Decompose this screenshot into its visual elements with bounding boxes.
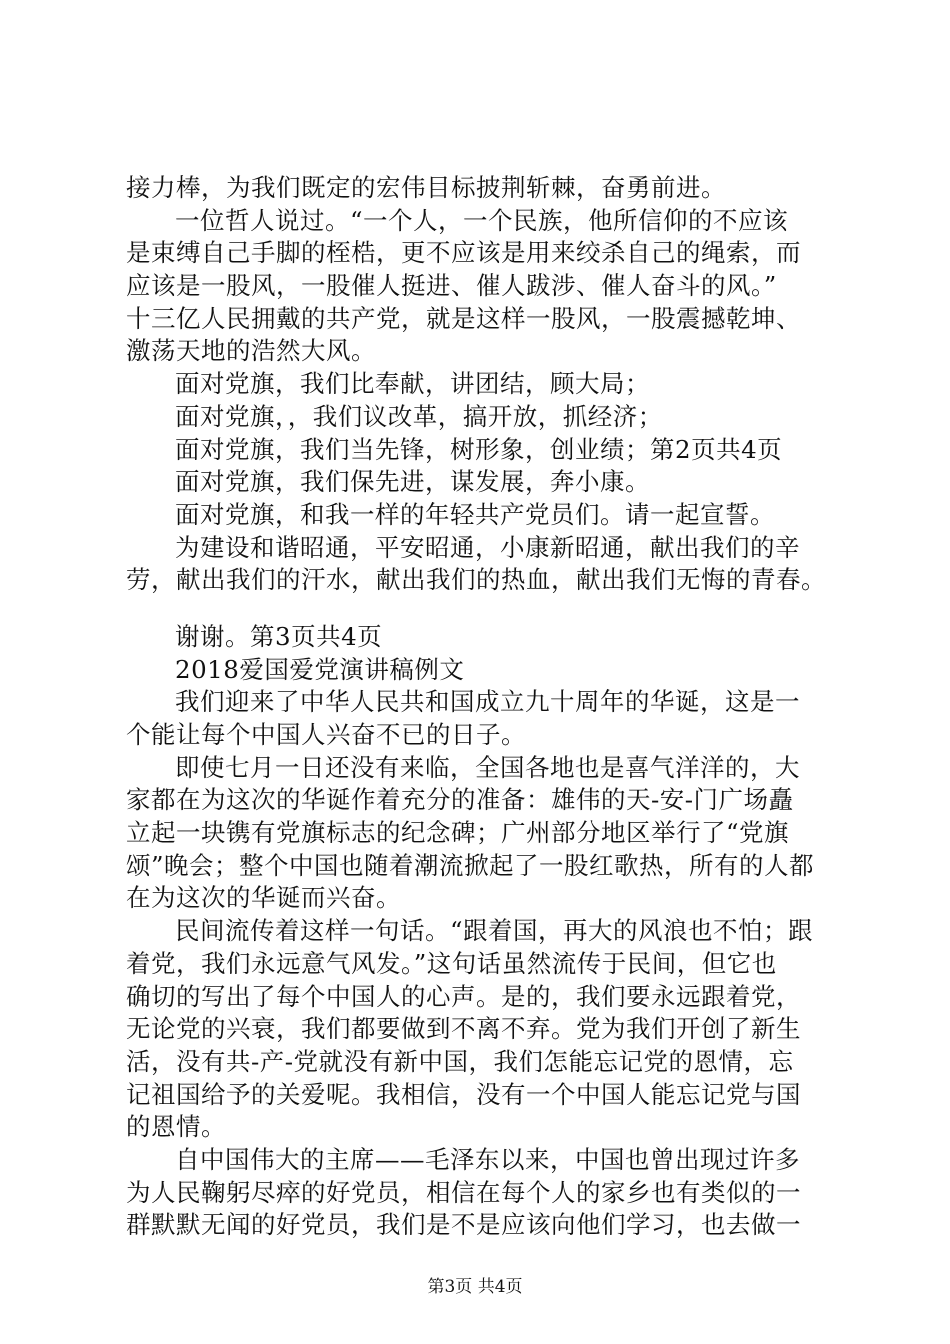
- document-body: [126, 172, 856, 1242]
- text-line: 个能让每个中国人兴奋不已的日子。: [126, 720, 526, 749]
- text-line: 民间流传着这样一句话。“跟着国，再大的风浪也不怕；跟: [175, 916, 814, 946]
- text-line: 活，没有共-产-党就没有新中国，我们怎能忘记党的恩情，忘: [126, 1046, 794, 1076]
- text-line: 为建设和谐昭通，平安昭通，小康新昭通，献出我们的辛: [175, 532, 800, 562]
- text-line: 谢谢。第3页共4页: [175, 621, 383, 651]
- text-line: 无论党的兴衰，我们都要做到不离不弃。党为我们开创了新生: [126, 1014, 801, 1044]
- text-line: 应该是一股风，一股催人挺进、催人跋涉、催人奋斗的风。”: [126, 271, 777, 301]
- text-line: 面对党旗，我们保先进，谋发展，奔小康。: [175, 467, 650, 497]
- text-line: 的恩情。: [126, 1112, 226, 1142]
- text-line: 记祖国给予的关爱呢。我相信，没有一个中国人能忘记党与国: [126, 1079, 801, 1109]
- text-line: 激荡天地的浩然大风。: [126, 336, 376, 366]
- text-line: 为人民鞠躬尽瘁的好党员，相信在每个人的家乡也有类似的一: [126, 1177, 801, 1207]
- text-line: 是束缚自己手脚的桎梏，更不应该是用来绞杀自己的绳索，而: [126, 238, 801, 268]
- page-footer: 第3页 共4页: [427, 1277, 523, 1297]
- text-line: 面对党旗，我们当先锋，树形象，创业绩；第2页共4页: [175, 434, 783, 464]
- text-line: 着党，我们永远意气风发。”这句话虽然流传于民间，但它也: [126, 948, 777, 978]
- text-line: 面对党旗，我们比奉献，讲团结，顾大局；: [175, 369, 650, 399]
- text-line: 面对党旗，和我一样的年轻共产党员们。请一起宣誓。: [175, 499, 775, 529]
- text-line: 确切的写出了每个中国人的心声。是的，我们要永远跟着党，: [126, 981, 801, 1011]
- text-line: 颂”晚会；整个中国也随着潮流掀起了一股红歌热，所有的人都: [126, 850, 815, 880]
- text-line: 接力棒，为我们既定的宏伟目标披荆斩棘，奋勇前进。: [126, 173, 726, 202]
- text-line: 十三亿人民拥戴的共产党，就是这样一股风，一股震撼乾坤、: [126, 303, 801, 333]
- text-line: 即使七月一日还没有来临，全国各地也是喜气洋洋的，大: [175, 752, 800, 782]
- text-line: 2018爱国爱党演讲稿例文: [175, 654, 465, 684]
- text-line: 在为这次的华诞而兴奋。: [126, 883, 401, 913]
- text-line: 立起一块镌有党旗标志的纪念碑；广州部分地区举行了“党旗: [126, 818, 790, 848]
- text-line: 劳，献出我们的汗水，献出我们的热血，献出我们无悔的青春。: [126, 565, 826, 595]
- text-line: 我们迎来了中华人民共和国成立九十周年的华诞，这是一: [175, 687, 800, 717]
- text-line: 群默默无闻的好党员，我们是不是应该向他们学习，也去做一: [126, 1210, 801, 1240]
- text-line: 家都在为这次的华诞作着充分的准备：雄伟的天-安-门广场矗: [126, 785, 794, 815]
- text-line: 面对党旗，，我们议改革，搞开放，抓经济；: [175, 401, 663, 431]
- text-line: 自中国伟大的主席——毛泽东以来，中国也曾出现过许多: [175, 1144, 800, 1174]
- text-line: 一位哲人说过。“一个人，一个民族，他所信仰的不应该: [175, 205, 789, 235]
